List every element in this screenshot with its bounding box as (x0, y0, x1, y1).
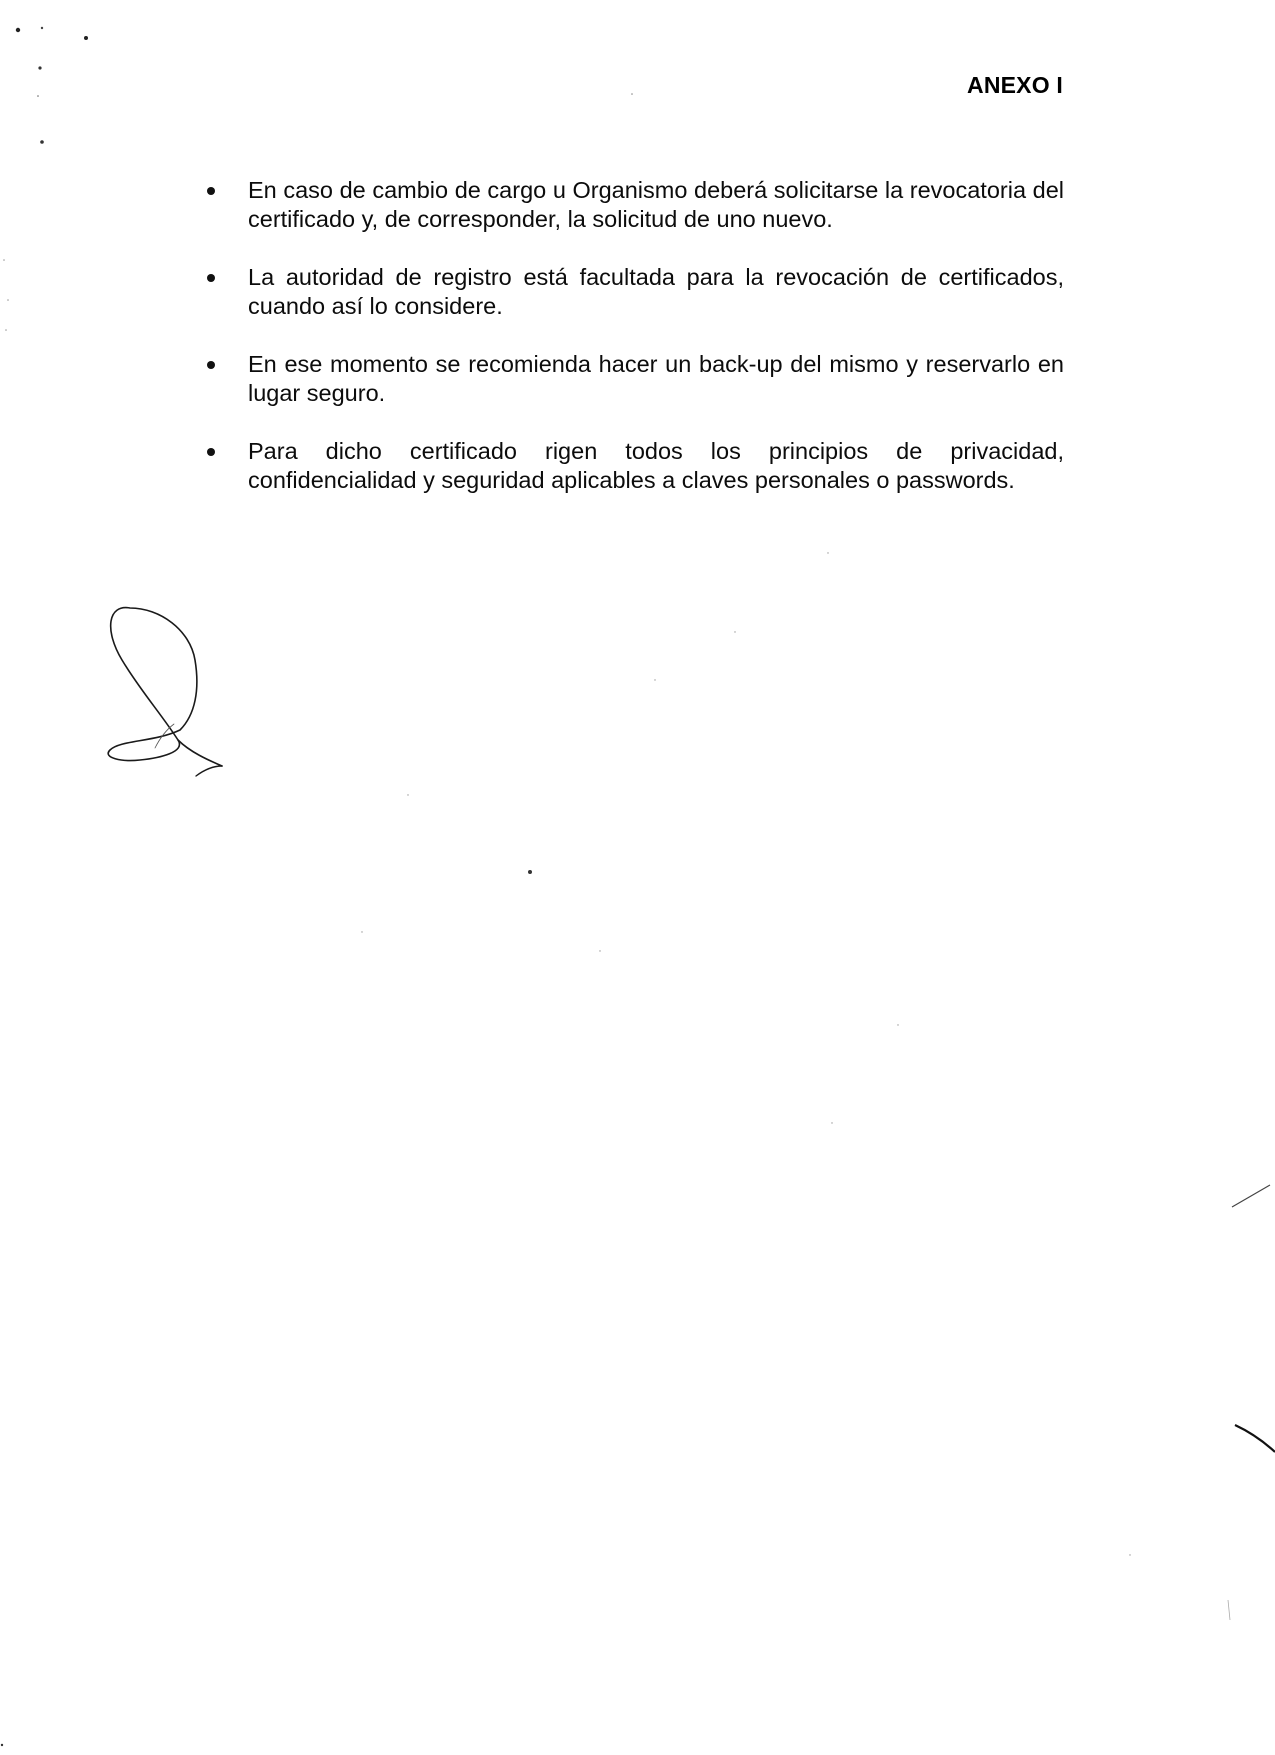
list-item (204, 263, 1064, 321)
bullet-text: En ese momento se recomienda hacer un back-up del mismo y reservarlo en lugar seguro. (248, 351, 1064, 406)
bullet-icon (207, 187, 215, 195)
bullet-icon (207, 448, 215, 456)
list-item (204, 176, 1064, 234)
list-item (204, 350, 1064, 408)
list-item (204, 437, 1064, 495)
handwritten-signature-icon (100, 600, 230, 800)
bullet-text: En caso de cambio de cargo u Organismo deberá solicitarse la revocatoria del certificado y, de corresponder, la solicitud de uno nuevo. (248, 177, 1064, 232)
bullet-list (204, 176, 1064, 524)
bullet-text: Para dicho certificado rigen todos los principios de privacidad, confidencialidad y seguridad aplicables a claves personales o passwords. (248, 438, 1064, 493)
annex-label: ANEXO I (967, 72, 1063, 98)
bullet-text: La autoridad de registro está facultada para la revocación de certificados, cuando así lo considere. (248, 264, 1064, 319)
bullet-icon (207, 274, 215, 282)
bullet-icon (207, 361, 215, 369)
